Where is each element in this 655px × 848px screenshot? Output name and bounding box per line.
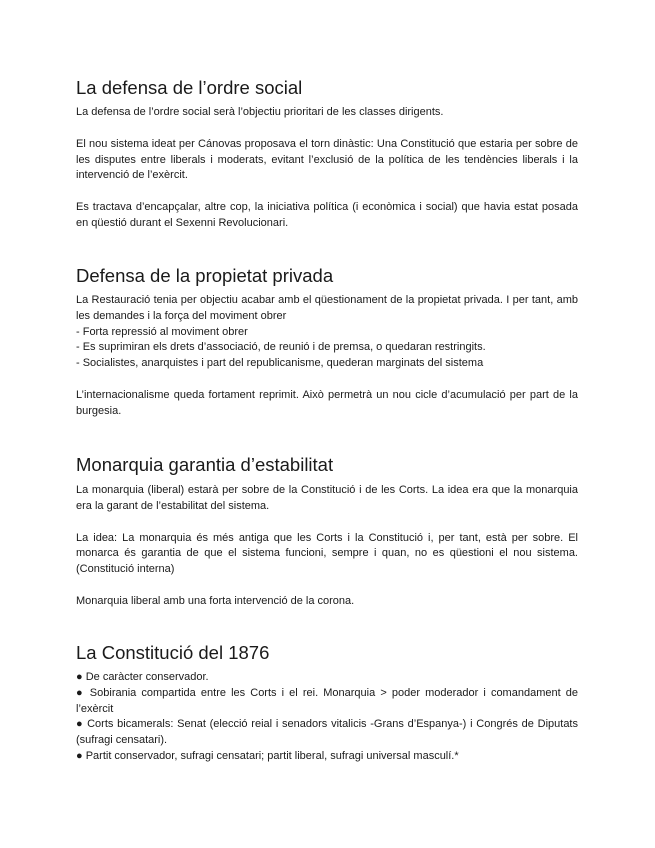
paragraph: L’internacionalisme queda fortament reprimit. Això permetrà un nou cicle d’acumulació per part de la burgesia. — [76, 388, 578, 417]
paragraph: Es tractava d’encapçalar, altre cop, la iniciativa política (i econòmica i social) que havia estat posada en qüestió durant el Sexenni Revolucionari. — [76, 201, 578, 229]
bullet-item: ● Partit conservador, sufragi censatari; partit liberal, sufragi universal masculí.* — [76, 749, 459, 762]
section-constitucio-1876 — [76, 642, 578, 765]
list-item: - Forta repressió al moviment obrer — [76, 325, 248, 338]
paragraph: Monarquia liberal amb una forta intervenció de la corona. — [76, 594, 355, 607]
section-heading: Monarquia garantia d’estabilitat — [76, 454, 334, 475]
bullet-item: ● Sobirania compartida entre les Corts i el rei. Monarquia > poder moderador i comandament de l’exèrcit — [76, 686, 578, 715]
section-heading: La Constitució del 1876 — [76, 642, 270, 663]
paragraph: La defensa de l’ordre social serà l’objectiu prioritari de les classes dirigents. — [76, 106, 444, 118]
bullet-list — [76, 670, 578, 765]
section-ordre-social — [76, 77, 578, 232]
section-heading: La defensa de l’ordre social — [76, 77, 303, 98]
section-monarquia — [76, 454, 578, 610]
bullet-item: ● Corts bicamerals: Senat (elecció reial i senadors vitalicis -Grans d’Espanya-) i Congrés de Diputats (sufragi censatari). — [76, 718, 578, 747]
paragraph: La idea: La monarquia és més antiga que les Corts i la Constitució i, per tant, està per sobre. El monarca és garantia de que el sistema funcioni, sempre i quan, no es qüestioni el nou sistema. (Constitució interna) — [76, 531, 578, 576]
list-item: - Es suprimiran els drets d’associació, de reunió i de premsa, o quedaran restringits. — [76, 341, 486, 354]
section-propietat-privada — [76, 265, 578, 420]
paragraph: La monarquia (liberal) estarà per sobre de la Constitució i de les Corts. La idea era que la monarquia era la garant de l’estabilitat del sistema. — [76, 484, 578, 512]
bullet-item: ● De caràcter conservador. — [76, 671, 209, 683]
list — [76, 325, 578, 372]
list-item: - Socialistes, anarquistes i part del republicanisme, quederan marginats del sistema — [76, 357, 484, 370]
paragraph: El nou sistema ideat per Cánovas proposava el torn dinàstic: Una Constitució que estaria per sobre de les disputes entre liberals i moderats, evitant l’exclusió de la política de les tendències liberals i la intervenció de l’exèrcit. — [76, 137, 578, 182]
paragraph: La Restauració tenia per objectiu acabar amb el qüestionament de la propietat privada. I per tant, amb les demandes i la força del moviment obrer — [76, 294, 578, 322]
section-heading: Defensa de la propietat privada — [76, 265, 334, 286]
